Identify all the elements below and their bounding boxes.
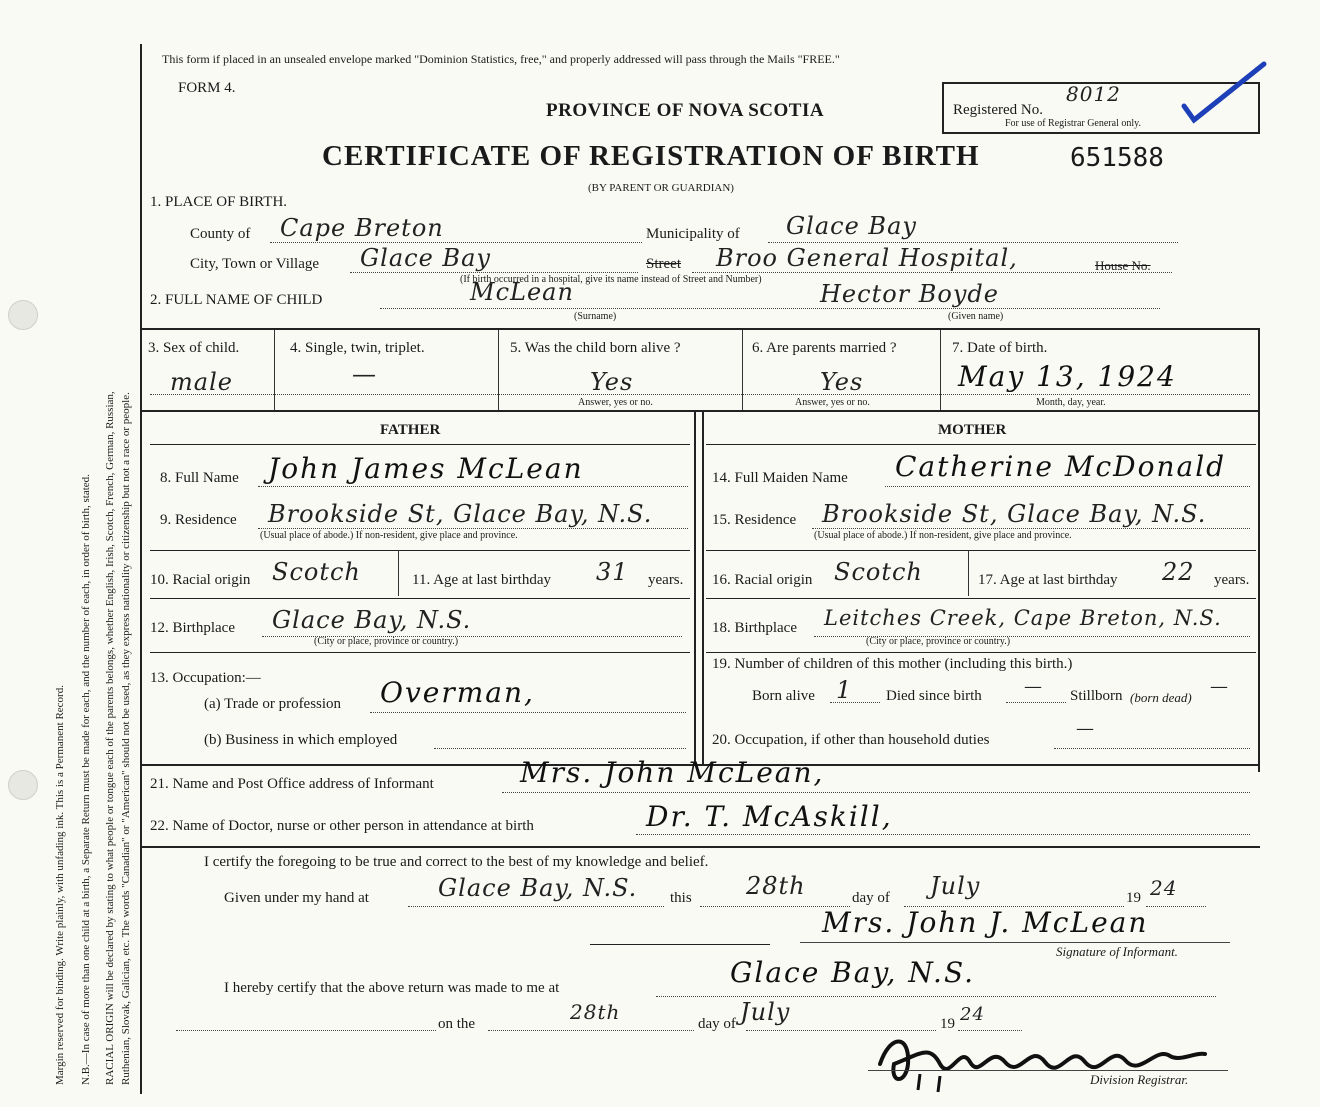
place-of-birth-heading: 1. PLACE OF BIRTH. <box>150 194 288 210</box>
answer-caption: Answer, yes or no. <box>578 397 653 408</box>
given-under-hand-label: Given under my hand at <box>224 890 369 906</box>
surname-caption: (Surname) <box>574 311 617 322</box>
informant-signature-caption: Signature of Informant. <box>1056 944 1178 959</box>
punch-hole <box>8 770 38 800</box>
mother-racial-value: Scotch <box>834 558 923 586</box>
mother-birthplace-value: Leitches Creek, Cape Breton, N.S. <box>824 606 1222 630</box>
mother-children-label: 19. Number of children of this mother (including this birth.) <box>712 656 1073 672</box>
father-birthplace-value: Glace Bay, N.S. <box>272 606 472 634</box>
checkmark-icon <box>1180 58 1270 128</box>
postal-notice: This form if placed in an unsealed envelope marked "Dominion Statistics, free," and properly addressed will pass through the Mails "FREE." <box>162 52 840 66</box>
mother-occupation-label: 20. Occupation, if other than household duties <box>712 732 990 748</box>
father-name-value: John James McLean <box>268 452 584 485</box>
mother-residence-label: 15. Residence <box>712 512 797 528</box>
hospital-note: (If birth occurred in a hospital, give its name instead of Street and Number) <box>460 274 762 285</box>
registrar-day-value: 28th <box>570 1000 621 1024</box>
born-alive-value: Yes <box>590 368 634 396</box>
died-since-birth-label: Died since birth <box>886 688 982 704</box>
father-occupation-label: 13. Occupation:— <box>150 670 261 686</box>
mother-birthplace-label: 18. Birthplace <box>712 620 797 636</box>
given-year-prefix: 19 <box>1126 890 1141 906</box>
parents-married-label: 6. Are parents married ? <box>752 340 897 356</box>
mother-name-label: 14. Full Maiden Name <box>712 470 848 486</box>
margin-note-racial-origin-cont: Ruthenian, Slovak, Galician, etc. The words "Canadian" or "American" should not be used, as they express nationality or citizenship but not a race or people. <box>120 392 132 1085</box>
mother-name-value: Catherine McDonald <box>895 450 1227 483</box>
father-racial-value: Scotch <box>272 558 361 586</box>
punch-hole <box>8 300 38 330</box>
plurality-label: 4. Single, twin, triplet. <box>290 340 425 356</box>
street-value: Broo General Hospital, <box>716 244 1018 272</box>
father-years: years. <box>648 572 684 588</box>
informant-label: 21. Name and Post Office address of Informant <box>150 776 434 792</box>
given-day-of-label: day of <box>852 890 890 906</box>
mother-birthplace-caption: (City or place, province or country.) <box>866 636 1011 647</box>
registrar-statement: I hereby certify that the above return was made to me at <box>224 980 560 996</box>
dob-caption: Month, day, year. <box>1036 397 1106 408</box>
mother-occupation-value: — <box>1076 718 1095 739</box>
doctor-label: 22. Name of Doctor, nurse or other person in attendance at birth <box>150 818 534 834</box>
certificate-number: 651588 <box>1070 143 1164 173</box>
on-the-label: on the <box>438 1016 476 1032</box>
father-residence-caption: (Usual place of abode.) If non-resident, give place and province. <box>260 530 518 541</box>
given-name-caption: (Given name) <box>948 311 1004 322</box>
father-age-label: 11. Age at last birthday <box>412 572 551 588</box>
child-name-label: 2. FULL NAME OF CHILD <box>150 292 323 308</box>
this-label: this <box>670 890 692 906</box>
registrar-month-value: July <box>740 998 791 1026</box>
registrar-year-value: 24 <box>960 1004 985 1025</box>
registered-number-label: Registered No. <box>953 102 1043 118</box>
mother-racial-label: 16. Racial origin <box>712 572 813 588</box>
child-surname: McLean <box>470 278 574 306</box>
mother-heading: MOTHER <box>938 422 1007 438</box>
doctor-value: Dr. T. McAskill, <box>646 800 893 833</box>
parents-married-value: Yes <box>820 368 864 396</box>
father-name-label: 8. Full Name <box>160 470 239 486</box>
given-place-value: Glace Bay, N.S. <box>438 874 638 902</box>
born-alive-label: 5. Was the child born alive ? <box>510 340 681 356</box>
date-of-birth-label: 7. Date of birth. <box>952 340 1048 356</box>
certification-statement: I certify the foregoing to be true and correct to the best of my knowledge and belief. <box>204 854 709 870</box>
father-birthplace-caption: (City or place, province or country.) <box>314 636 459 647</box>
outer-border-left <box>140 44 142 1094</box>
province-heading: PROVINCE OF NOVA SCOTIA <box>546 100 825 121</box>
registrar-day-of-label: day of <box>698 1016 736 1032</box>
street-label: Street <box>646 256 681 272</box>
given-month-value: July <box>930 872 981 900</box>
sex-label: 3. Sex of child. <box>148 340 240 356</box>
county-label: County of <box>190 226 251 242</box>
mother-age-value: 22 <box>1162 558 1195 586</box>
margin-note-binding: Margin reserved for binding. Write plainly, with unfading ink. This is a Permanent Record. <box>54 685 66 1085</box>
answer-caption: Answer, yes or no. <box>795 397 870 408</box>
house-number-label: House No. <box>1095 258 1151 273</box>
certificate-subtitle: (BY PARENT OR GUARDIAN) <box>588 182 734 194</box>
given-day-value: 28th <box>746 872 806 900</box>
father-residence-label: 9. Residence <box>160 512 237 528</box>
registered-number-value: 8012 <box>1066 82 1121 106</box>
margin-note-racial-origin: RACIAL ORIGIN will be declared by stating to what people or tongue each of the parents belongs, whether English, Irish, Scotch, French, German, Russian, <box>104 391 116 1085</box>
mother-age-label: 17. Age at last birthday <box>978 572 1118 588</box>
father-trade-value: Overman, <box>380 676 535 709</box>
date-of-birth-value: May 13, 1924 <box>958 360 1177 393</box>
father-birthplace-label: 12. Birthplace <box>150 620 235 636</box>
margin-note-multiple-births: N.B.—In case of more than one child at a birth, a Separate Return must be made for each, and the number of each, in order of birth, stated. <box>80 474 92 1085</box>
stillborn-label: Stillborn <box>1070 688 1123 704</box>
father-heading: FATHER <box>380 422 441 438</box>
given-year-value: 24 <box>1150 876 1178 900</box>
mother-residence-caption: (Usual place of abode.) If non-resident, give place and province. <box>814 530 1072 541</box>
municipality-value: Glace Bay <box>786 212 917 240</box>
died-since-birth-value: — <box>1024 676 1043 697</box>
father-racial-label: 10. Racial origin <box>150 572 251 588</box>
mother-residence-value: Brookside St, Glace Bay, N.S. <box>822 500 1207 528</box>
city-value: Glace Bay <box>360 244 491 272</box>
sex-value: male <box>170 368 233 396</box>
father-age-value: 31 <box>596 558 629 586</box>
mother-years: years. <box>1214 572 1250 588</box>
child-given-name: Hector Boyde <box>820 280 999 308</box>
registrar-caption: Division Registrar. <box>1090 1072 1189 1087</box>
stillborn-note: (born dead) <box>1130 690 1192 705</box>
born-alive-count-label: Born alive <box>752 688 815 704</box>
city-label: City, Town or Village <box>190 256 320 272</box>
father-residence-value: Brookside St, Glace Bay, N.S. <box>268 500 653 528</box>
registrar-year-prefix: 19 <box>940 1016 955 1032</box>
form-number: FORM 4. <box>178 80 236 96</box>
father-business-label: (b) Business in which employed <box>204 732 398 748</box>
registrar-place-value: Glace Bay, N.S. <box>730 956 976 989</box>
stillborn-value: — <box>1210 676 1229 697</box>
informant-value: Mrs. John McLean, <box>520 756 825 789</box>
registered-number-note: For use of Registrar General only. <box>1005 118 1141 129</box>
born-alive-count-value: 1 <box>836 676 853 704</box>
county-value: Cape Breton <box>280 214 444 242</box>
plurality-value: — <box>352 360 377 388</box>
certificate-title: CERTIFICATE OF REGISTRATION OF BIRTH <box>322 140 980 172</box>
municipality-label: Municipality of <box>646 226 740 242</box>
father-trade-label: (a) Trade or profession <box>204 696 342 712</box>
informant-signature: Mrs. John J. McLean <box>822 906 1149 939</box>
